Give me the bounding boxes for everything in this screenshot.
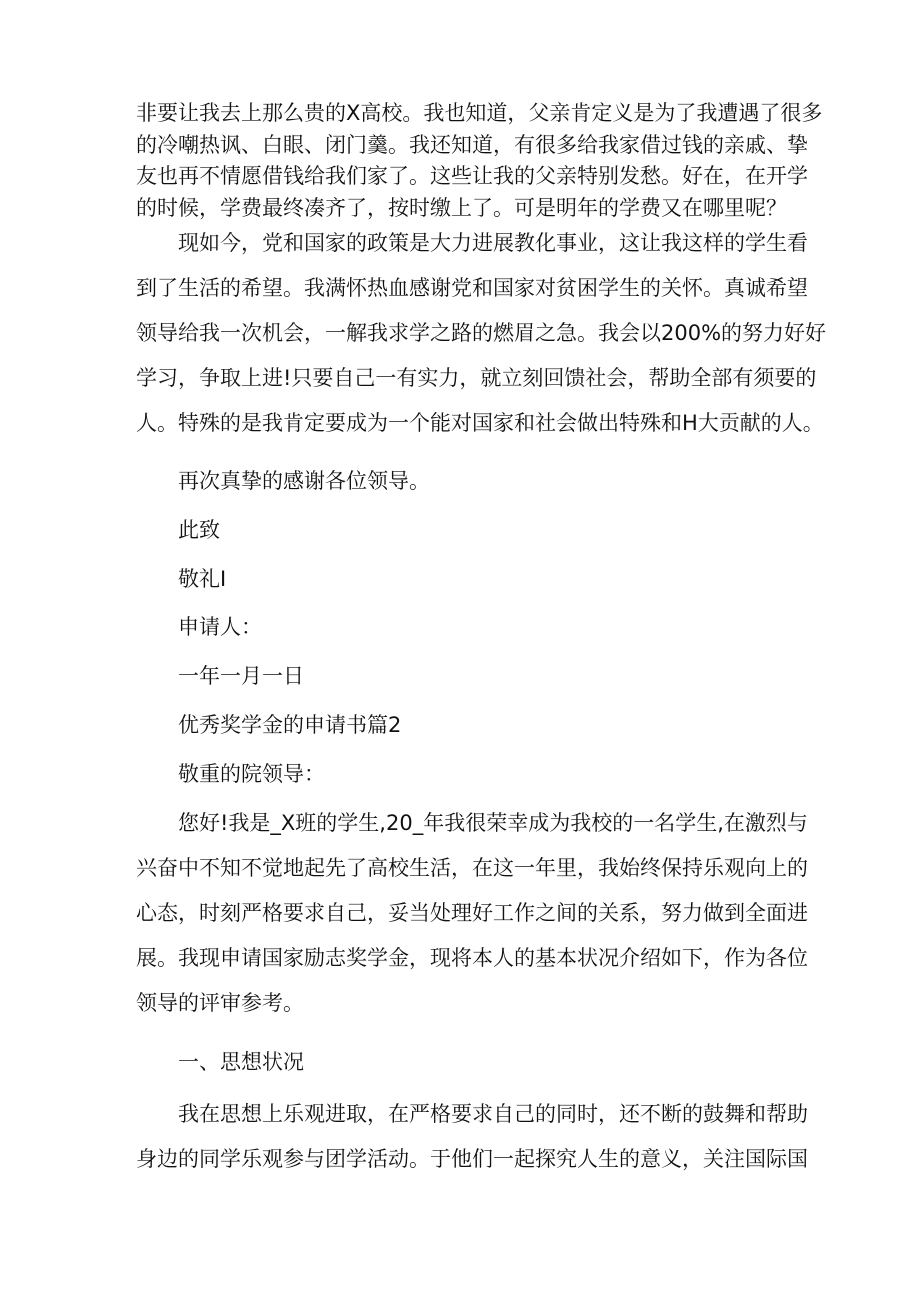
subsection-heading: 一、思想状况 (178, 1050, 304, 1074)
text-line: 身边的同学乐观参与团学活动。于他们一起探究人生的意义，关注国际国 (136, 1147, 808, 1171)
paragraph-introduction (136, 801, 808, 1026)
closing-cizhi: 此致 (178, 518, 220, 542)
paragraph-policy (136, 221, 827, 446)
text-line: 领导给我一次机会，一解我求学之路的燃眉之急。我会以200%的努力好好 (136, 321, 827, 345)
text-line: 的冷嘲热讽、白眼、闭门羹。我还知道，有很多给我家借过钱的亲戚、挚 (136, 132, 808, 157)
paragraph-ideology (136, 1092, 808, 1182)
text-line: 友也再不情愿借钱给我们家了。这些让我的父亲特别发愁。好在，在开学 (136, 164, 808, 189)
text-line: 学习，争取上进!只要自己一有实力，就立刻回馈社会，帮助全部有须要的 (136, 366, 817, 390)
text-line: 展。我现申请国家励志奖学金，现将本人的基本状况介绍如下，作为各位 (136, 946, 808, 970)
text-line: 我在思想上乐观进取，在严格要求自己的同时，还不断的鼓舞和帮助 (136, 1102, 808, 1126)
section-title: 优秀奖学金的申请书篇2 (178, 713, 402, 737)
date-line: 一年一月一日 (178, 664, 304, 688)
closing-thanks: 再次真挚的感谢各位领导。 (178, 469, 430, 493)
paragraph-tuition (136, 98, 823, 224)
text-line: 到了生活的希望。我满怀热血感谢党和国家对贫困学生的关怀。真诚希望 (136, 276, 808, 300)
text-line: 心态，时刻严格要求自己，妥当处理好工作之间的关系，努力做到全面进 (136, 901, 808, 925)
applicant-label: 申请人： (178, 615, 262, 639)
text-line: 兴奋中不知不觉地起先了高校生活，在这一年里，我始终保持乐观向上的 (136, 856, 808, 880)
text-line: 现如今，党和国家的政策是大力进展教化事业，这让我这样的学生看 (136, 231, 808, 255)
text-line: 非要让我去上那么贵的X高校。我也知道，父亲肯定义是为了我遭遇了很多 (136, 101, 823, 125)
text-line: 人。特殊的是我肯定要成为一个能对国家和社会做出特殊和H大贡献的人。 (136, 411, 824, 435)
text-line: 的时候，学费最终凑齐了，按时缴上了。可是明年的学费又在哪里呢？ (136, 195, 787, 220)
text-line: 领导的评审参考。 (136, 991, 304, 1015)
salutation: 敬重的院领导： (178, 762, 325, 786)
text-line: 您好!我是_X班的学生,20_年我很荣幸成为我校的一名学生,在激烈与 (136, 811, 808, 835)
closing-jingli: 敬礼I (178, 567, 227, 591)
